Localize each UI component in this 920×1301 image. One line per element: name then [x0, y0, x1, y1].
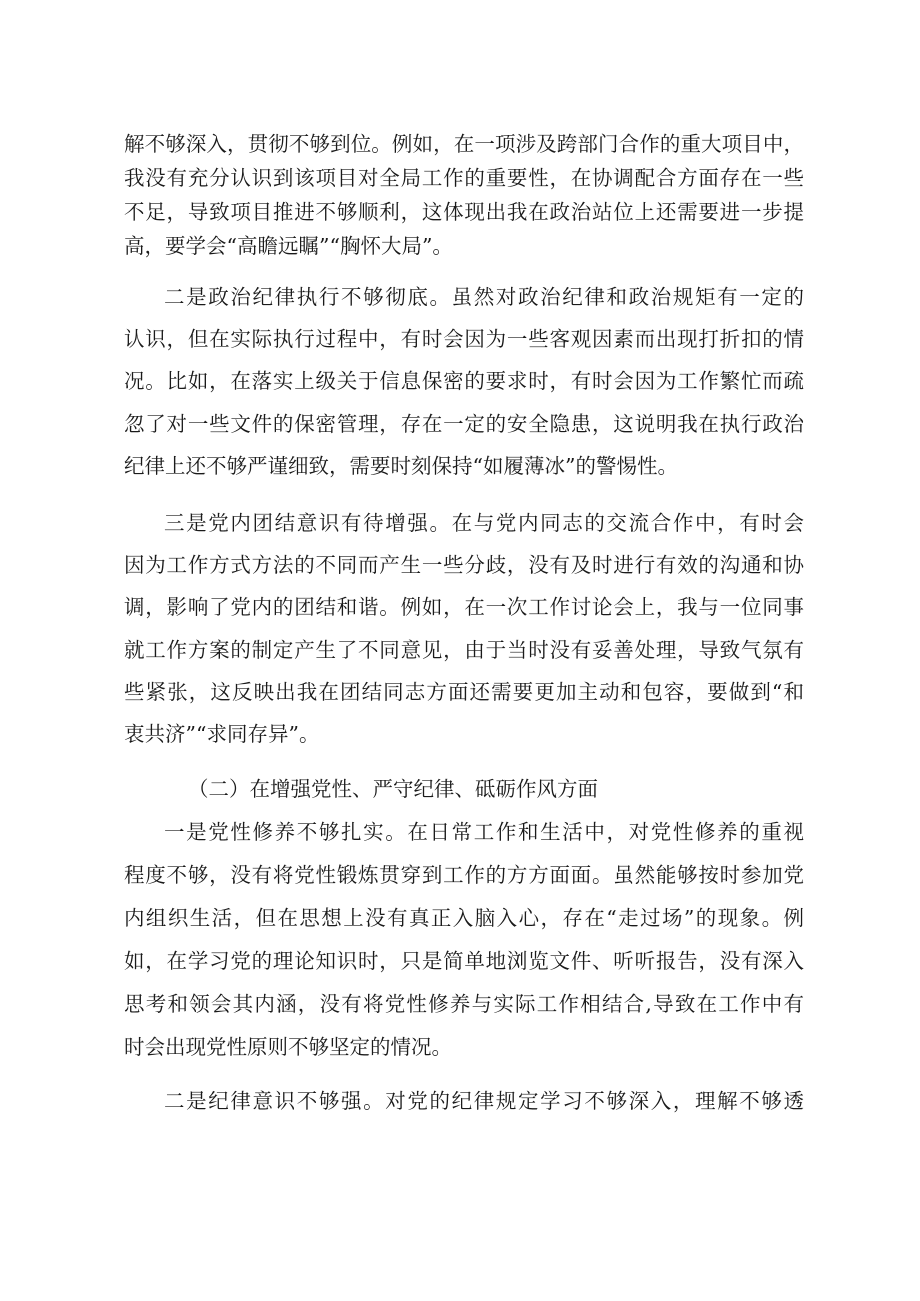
text-line: 些紧张，这反映出我在团结同志方面还需要更加主动和包容，要做到“和: [124, 680, 804, 704]
text-line: 一是党性修养不够扎实。在日常工作和生活中，对党性修养的重视: [164, 820, 804, 844]
text-line: 忽了对一些文件的保密管理，存在一定的安全隐患，这说明我在执行政治: [124, 412, 804, 436]
text-line: 高，要学会“高瞻远瞩”“胸怀大局”。: [124, 234, 453, 258]
text-line: 时会出现党性原则不够坚定的情况。: [124, 1035, 452, 1059]
text-line: 二是政治纪律执行不够彻底。虽然对政治纪律和政治规矩有一定的: [164, 285, 804, 309]
text-line: 解不够深入，贯彻不够到位。例如，在一项涉及跨部门合作的重大项目中，: [124, 132, 804, 156]
text-line: 不足，导致项目推进不够顺利，这体现出我在政治站位上还需要进一步提: [124, 200, 804, 224]
text-line: 我没有充分认识到该项目对全局工作的重要性，在协调配合方面存在一些: [124, 166, 804, 190]
text-line: 衷共济”“求同存异”。: [124, 722, 320, 746]
text-line: 就工作方案的制定产生了不同意见，由于当时没有妥善处理，导致气氛有: [124, 638, 804, 662]
text-line: 纪律上还不够严谨细致，需要时刻保持“如履薄冰”的警惕性。: [124, 454, 678, 478]
text-line: 如，在学习党的理论知识时，只是简单地浏览文件、听听报告，没有深入: [124, 949, 804, 973]
text-line: 思考和领会其内涵，没有将党性修养与实际工作相结合,导致在工作中有: [124, 992, 804, 1016]
section-heading: （二）在增强党性、严守纪律、砥砺作风方面: [188, 777, 598, 801]
text-line: 内组织生活，但在思想上没有真正入脑入心，存在“走过场”的现象。例: [124, 906, 804, 930]
text-line: 认识，但在实际执行过程中，有时会因为一些客观因素而出现打折扣的情: [124, 327, 804, 351]
text-line: 因为工作方式方法的不同而产生一些分歧，没有及时进行有效的沟通和协: [124, 553, 804, 577]
text-line: 三是党内团结意识有待增强。在与党内同志的交流合作中，有时会: [164, 511, 804, 535]
text-line: 程度不够，没有将党性锻炼贯穿到工作的方方面面。虽然能够按时参加党: [124, 863, 804, 887]
text-line: 况。比如，在落实上级关于信息保密的要求时，有时会因为工作繁忙而疏: [124, 369, 804, 393]
text-line: 二是纪律意识不够强。对党的纪律规定学习不够深入，理解不够透: [164, 1089, 804, 1113]
text-line: 调，影响了党内的团结和谐。例如，在一次工作讨论会上，我与一位同事: [124, 595, 804, 619]
